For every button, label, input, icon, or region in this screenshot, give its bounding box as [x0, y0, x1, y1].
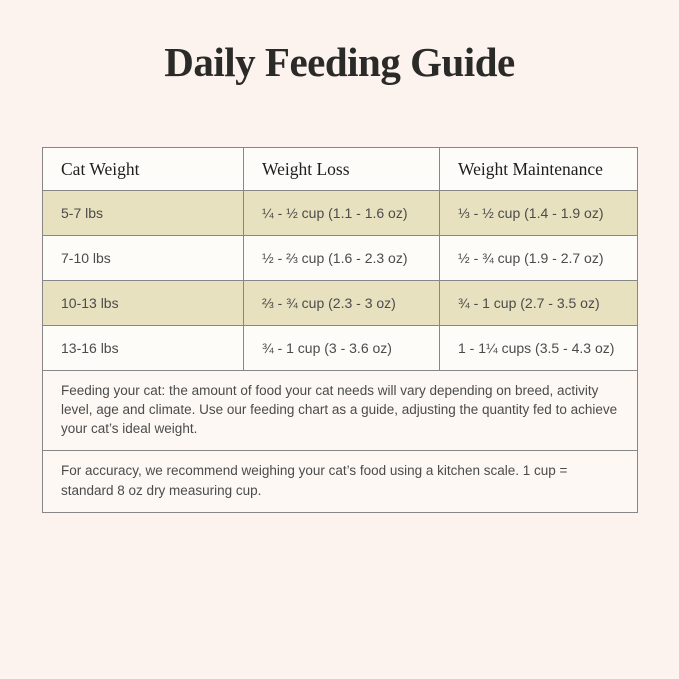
header-cat-weight: Cat Weight	[43, 148, 244, 191]
cell-weight: 10-13 lbs	[43, 281, 244, 326]
note-row-feeding-guidance	[43, 371, 638, 451]
cell-weight-loss: ½ - ⅔ cup (1.6 - 2.3 oz)	[244, 236, 440, 281]
page-title: Daily Feeding Guide	[164, 39, 515, 85]
cell-weight: 7-10 lbs	[43, 236, 244, 281]
cell-weight-maintenance: ¾ - 1 cup (2.7 - 3.5 oz)	[440, 281, 638, 326]
table-header-row	[43, 148, 638, 191]
header-weight-maintenance: Weight Maintenance	[440, 148, 638, 191]
table-row-7-10-lbs	[43, 236, 638, 281]
header-weight-loss: Weight Loss	[244, 148, 440, 191]
cell-weight-maintenance: 1 - 1¼ cups (3.5 - 4.3 oz)	[440, 326, 638, 371]
cell-weight-loss: ¼ - ½ cup (1.1 - 1.6 oz)	[244, 191, 440, 236]
note-row-accuracy	[43, 451, 638, 512]
cell-weight-loss: ⅔ - ¾ cup (2.3 - 3 oz)	[244, 281, 440, 326]
accuracy-note: For accuracy, we recommend weighing your cat’s food using a kitchen scale. 1 cup = standard 8 oz dry measuring cup.	[43, 451, 638, 512]
table-row-13-16-lbs	[43, 326, 638, 371]
cell-weight: 5-7 lbs	[43, 191, 244, 236]
feeding-guidance-note: Feeding your cat: the amount of food your cat needs will vary depending on breed, activity level, age and climate. Use our feeding chart as a guide, adjusting the quantity fed to achieve your cat’s ideal weight.	[43, 371, 638, 451]
cell-weight-loss: ¾ - 1 cup (3 - 3.6 oz)	[244, 326, 440, 371]
table-row-10-13-lbs	[43, 281, 638, 326]
feeding-guide-table	[42, 147, 638, 513]
cell-weight-maintenance: ⅓ - ½ cup (1.4 - 1.9 oz)	[440, 191, 638, 236]
cell-weight: 13-16 lbs	[43, 326, 244, 371]
table-row-5-7-lbs	[43, 191, 638, 236]
cell-weight-maintenance: ½ - ¾ cup (1.9 - 2.7 oz)	[440, 236, 638, 281]
